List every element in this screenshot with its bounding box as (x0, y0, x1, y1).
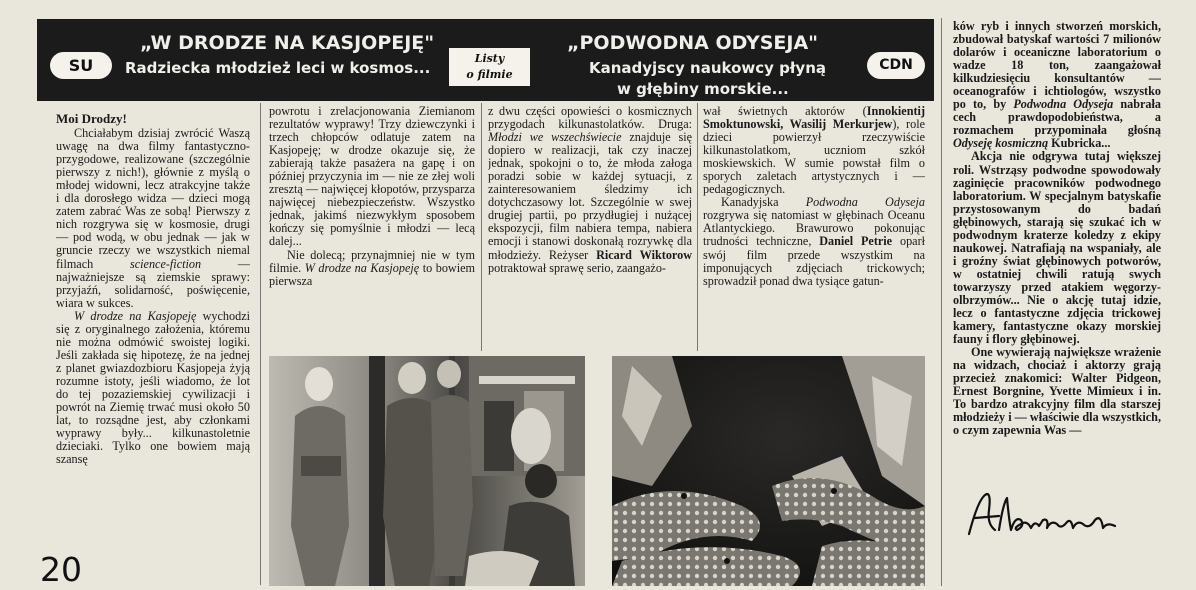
italic-term: science-fiction (130, 256, 202, 271)
photo-kasjopeja-image (269, 356, 585, 586)
text-run: oparł swój film przede wszystkim na imponujących zdjęciach trickowych; sprowadził ponad dwa tysiące gatun- (703, 234, 925, 288)
actor-names: Innokientij Smoktunowski, Wasilij Merkurjew (703, 105, 925, 132)
article-column-2 (269, 105, 475, 350)
film-name: Odyseję kosmiczną (953, 136, 1049, 151)
paragraph (703, 105, 925, 196)
column-label-line2: o filmie (466, 68, 513, 81)
paragraph (703, 196, 925, 287)
film-name: Podwodna Odyseja (805, 195, 925, 210)
director-name: Daniel Petrie (819, 234, 893, 249)
film-title-kasjopeja: „W DRODZE NA KASJOPEJĘ" (140, 32, 435, 54)
article-column-5 (953, 20, 1161, 482)
photo-kasjopeja-crew (269, 356, 585, 586)
column-divider (260, 103, 261, 585)
text-run: to bowiem pierwsza (269, 260, 475, 288)
text-run: Kubricka... (1051, 136, 1111, 151)
photo-odyseja-eels (612, 356, 925, 586)
paragraph (953, 150, 1161, 346)
film-subtitle-odyseja-line2: w głębiny morskie... (617, 80, 789, 98)
film-name: W drodze na Kasjopeję (304, 260, 420, 275)
column-divider (481, 103, 482, 351)
column-divider (697, 103, 698, 351)
text-run: — najważniejsze są ziemskie sprawy: przyjaźń, solidarność, poświęcenie, wiara w sukces. (56, 256, 250, 310)
film-subtitle-odyseja-line1: Kanadyjscy naukowcy płyną (589, 59, 827, 77)
photo-odyseja-image (612, 356, 925, 586)
column-label-line1: Listy (474, 52, 505, 65)
country-badge-su: SU (50, 52, 112, 79)
article-column-1 (56, 112, 250, 572)
director-name: Ricard Wiktorow (596, 247, 692, 262)
actor-names: Walter Pidgeon, Ernest Borgnine, Yvette Mimieux (953, 371, 1161, 399)
text-run: ), role dzieci powierzył rzeczywiście kilkunastolatkom, uczniom szkół moskiewskich. W sumie powstał film o sporych zaletach artystycznych i — pedagogicznych. (703, 117, 925, 197)
article-column-4 (703, 105, 925, 350)
paragraph (953, 346, 1161, 437)
paragraph (269, 249, 475, 288)
paragraph (953, 20, 1161, 150)
paragraph (488, 105, 692, 275)
film-name: W drodze na Kasjopeję (74, 308, 197, 323)
film-name: Podwodna Odyseja (1013, 97, 1114, 112)
text-run: potraktował sprawę serio, zaangażo- (488, 260, 666, 275)
text-run: z dwu części opowieści o kosmicznych przygodach kilkunastolatków. Druga: (488, 105, 692, 132)
text-run: One wywierają największe wrażenie na widzach, chociaż i aktorzy grają przecież znakomici: (953, 345, 1161, 386)
column-label (449, 48, 530, 86)
header-bar (37, 19, 934, 101)
text-run: znajduje się dopiero w realizacji, tak czy inaczej jednak, spokojni o to, że młoda załoga poradzi sobie w każdej sytuacji, z zainteresowaniem śledzimy ich dotychczasowy lot. Szczególnie w swej drugiej partii, po przydługiej i nużącej ekspozycji, film nabiera tempa, nabiera emocji i stanowi doskonałą rozrywkę dla młodzieży. Reżyser (488, 130, 692, 262)
article-column-3 (488, 105, 692, 350)
text-run: wychodzi się z oryginalnego założenia, któremu nie można odmówić swoistej logiki. Jeśli zakłada się hipotezę, że na jednej z planet gwiazdozbioru Kasjopeja żyją rozumne istoty, jeśli wiadomo, że lot do tej pozaziemskiej cywilizacji i powrót na Ziemię trwać musi około 50 lat, to rozsądne jest, aby członkami wyprawy były... kilkunastoletnie dzieciaki. Tylko one bowiem mają szansę (56, 308, 250, 467)
text-run: Akcja nie odgrywa tutaj większej roli. Wstrząsy podwodne spowodowały zaginięcie pracowników podwodnego laboratorium. W specjalnym batyskafie przystosowanym do badań głębinowych, starają się szukać ich w podwodnym kraterze koledzy z ekipy naukowej. Natrafiają na wspaniały, ale i groźny świat głębinowych potworów, w ostatniej chwili ratują swych towarzyszy przed atakiem węgorzy-olbrzymów... Nie o akcję tutaj idzie, lecz o fantastyczne zdjęcia trickowej kamery, fantastyczne okazy morskiej fauny i flory głębinowej. (953, 149, 1161, 347)
text-run: powrotu i zrelacjonowania Ziemianom rezultatów wyprawy! Trzy dziewczynki i trzech chłopców odlatuje zatem na Kasjopeję; w drodze okazuje się, że zabierają także pasażera na gapę i on później przyczynia im — nie ze złej woli zresztą — najwięcej kłopotów, przysparza najwięcej niebezpieczeństw. Wszystko jednak, jakimś niezwykłym sposobem kończy się pomyślnie i młodzi — lecą dalej... (269, 105, 475, 249)
film-title-odyseja: „PODWODNA ODYSEJA" (567, 32, 819, 54)
paragraph (269, 105, 475, 249)
text-run: i in. To bardzo atrakcyjny film dla starszej młodzieży i — właściwie dla wszystkich, o czym zapewnia Was — (953, 384, 1161, 438)
country-badge-cdn: CDN (867, 52, 925, 79)
text-run: Kanadyjska (721, 195, 779, 210)
text-run: rozgrywa się natomiast w głębinach Oceanu Atlantyckiego. Brawurowo pokonując trudności techniczne, (703, 208, 925, 249)
film-subtitle-kasjopeja: Radziecka młodzież leci w kosmos... (125, 59, 431, 77)
author-signature (965, 490, 1125, 540)
page-number: 20 (40, 550, 82, 589)
text-run: ków ryb i innych stworzeń morskich, zbudował batyskaf wartości 7 milionów dolarów i oceaniczne laboratorium o wadze 18 ton, zaangażował kilkudziesięciu konsultantów — oceanografów i ichtiologów, wszystko po to, by (953, 20, 1161, 112)
column-divider (941, 18, 942, 586)
text-run: nabrała cech prawdopodobieństwa, a rozmachem przypominała głośną (953, 97, 1161, 138)
film-name: Młodzi we wszechświecie (488, 130, 622, 145)
text-run: Chciałabym dzisiaj zwrócić Waszą uwagę na dwa filmy fantastyczno-przygodowe, realizowane (szczególnie pierwszy z nich!), głównie z myślą o młodej widowni, lecz atrakcyjne także i dla dorosłego widza — dzieci mogą zatem zabrać Was ze sobą! Pierwszy z nich rozgrywa się w kosmosie, drugi — pod wodą, w obu jednak — jak w gruncie rzeczy we wszystkich niemal filmach (56, 126, 250, 271)
paragraph (56, 310, 250, 467)
text-run: wał świetnych aktorów ( (703, 105, 867, 118)
paragraph (56, 127, 250, 310)
greeting: Moi Drodzy! (56, 112, 127, 126)
text-run: Nie dolecą; przynajmniej nie w tym filmie. (269, 247, 475, 275)
